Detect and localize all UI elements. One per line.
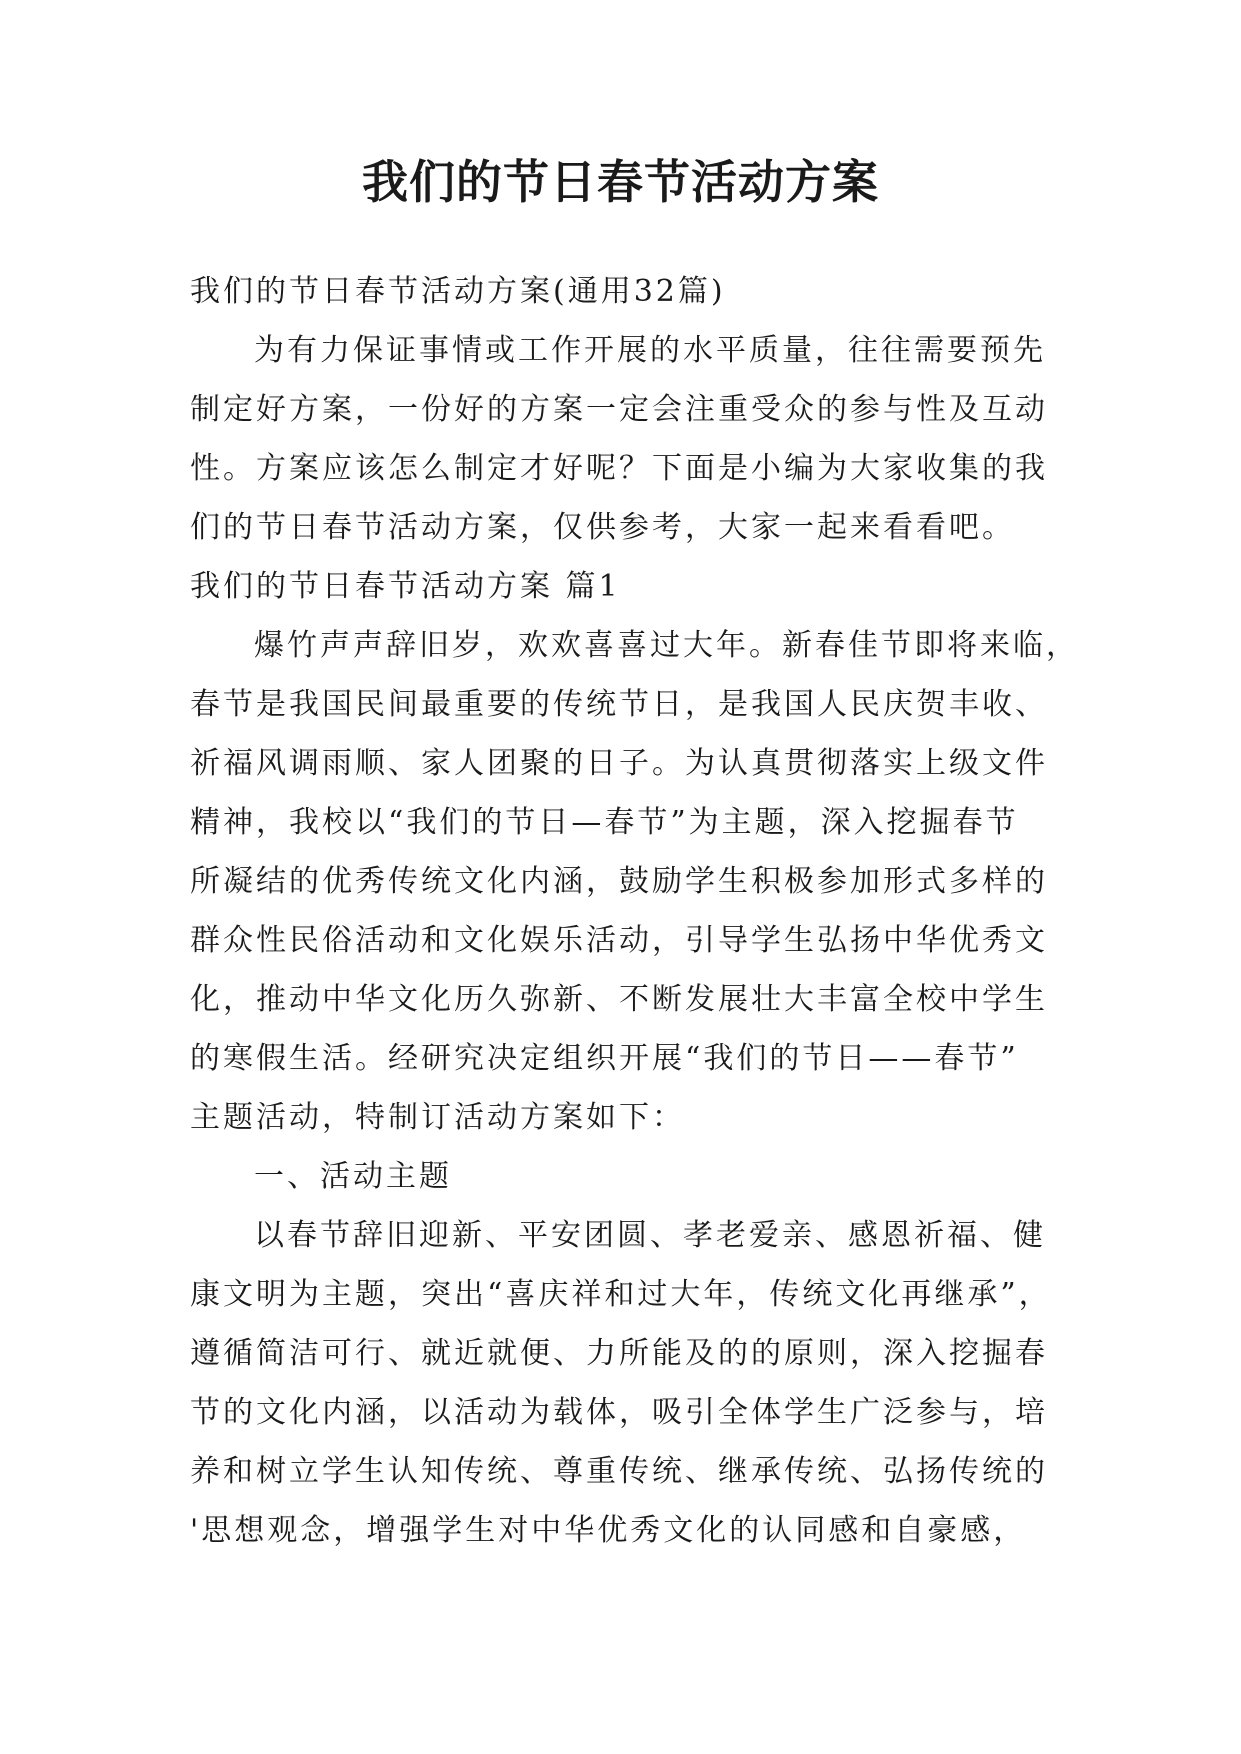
text-line: '思想观念，增强学生对中华优秀文化的认同感和自豪感， bbox=[190, 1513, 1027, 1548]
text-line: 遵循简洁可行、就近就便、力所能及的的原则，深入挖掘春 bbox=[190, 1336, 1048, 1371]
text-line: 性。方案应该怎么制定才好呢？下面是小编为大家收集的我 bbox=[190, 451, 1048, 486]
text-line: 的寒假生活。经研究决定组织开展“我们的节日——春节” bbox=[190, 1041, 1019, 1076]
text-line: 所凝结的优秀传统文化内涵，鼓励学生积极参加形式多样的 bbox=[190, 864, 1048, 899]
text-line: 我们的节日春节活动方案(通用32篇) bbox=[190, 274, 726, 309]
text-line: 群众性民俗活动和文化娱乐活动，引导学生弘扬中华优秀文 bbox=[190, 923, 1048, 958]
section-heading: 我们的节日春节活动方案 篇1 bbox=[190, 569, 621, 604]
text-line: 春节是我国民间最重要的传统节日，是我国人民庆贺丰收、 bbox=[190, 687, 1048, 722]
document-body bbox=[190, 262, 1079, 1560]
text-line: 爆竹声声辞旧岁，欢欢喜喜过大年。新春佳节即将来临， bbox=[254, 628, 1079, 663]
text-line: 以春节辞旧迎新、平安团圆、孝老爱亲、感恩祈福、健 bbox=[254, 1218, 1046, 1253]
text-line: 主题活动，特制订活动方案如下： bbox=[190, 1100, 685, 1135]
text-line: 养和树立学生认知传统、尊重传统、继承传统、弘扬传统的 bbox=[190, 1454, 1048, 1489]
subsection-heading: 一、活动主题 bbox=[254, 1159, 452, 1194]
text-line: 们的节日春节活动方案，仅供参考，大家一起来看看吧。 bbox=[190, 510, 1015, 545]
text-line: 精神，我校以“我们的节日—春节”为主题，深入挖掘春节 bbox=[190, 805, 1019, 840]
text-line: 节的文化内涵，以活动为载体，吸引全体学生广泛参与，培 bbox=[190, 1395, 1048, 1430]
text-line: 化，推动中华文化历久弥新、不断发展壮大丰富全校中学生 bbox=[190, 982, 1048, 1017]
text-line: 制定好方案，一份好的方案一定会注重受众的参与性及互动 bbox=[190, 392, 1048, 427]
text-line: 祈福风调雨顺、家人团聚的日子。为认真贯彻落实上级文件 bbox=[190, 746, 1048, 781]
text-line: 为有力保证事情或工作开展的水平质量，往往需要预先 bbox=[254, 333, 1046, 368]
text-line: 康文明为主题，突出“喜庆祥和过大年，传统文化再继承”， bbox=[190, 1277, 1052, 1312]
document-title: 我们的节日春节活动方案 bbox=[362, 155, 879, 209]
